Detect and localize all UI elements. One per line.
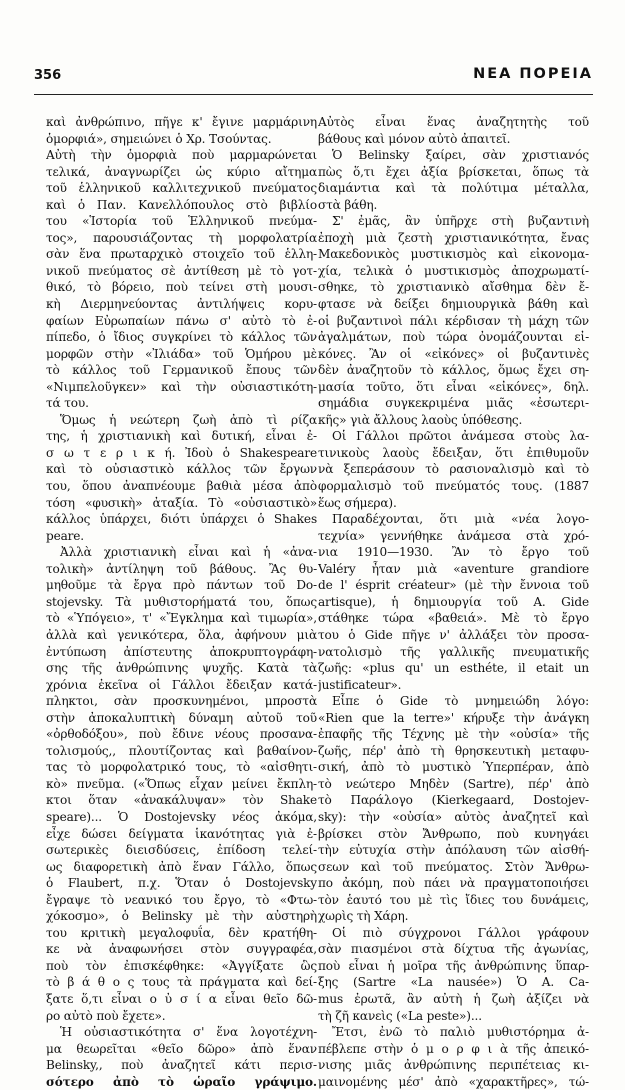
text-line: χωρὶς τὴ Χάρη. [318,909,409,924]
text-line: ως διαφορετικὴ ἀπὸ ἕναν Γάλλο, ὅπως [46,859,317,874]
text-line: του κριτικὴ μεγαλοφυΐα, δὲν κρατήθη- [46,925,317,940]
text-line: ρο αὐτὸ ποὺ ἔχετε». [46,1008,166,1023]
text-line: καὶ ἀνθρώπινο, πῆγε κ' ἔγινε μαρμάρινη [46,115,317,129]
text-line: μηθοῦμε τὰ ἔργα πρὸ πάντων τοῦ Do- [46,578,317,593]
text-line: τος», παρουσιάζοντας τὴ μορφολατρία [46,230,317,245]
text-line: τὴν εὐτυχία στὴν ἀπόλαυση τῶν αἰσθή- [318,843,589,858]
text-line: τινικοὺς λαοὺς ἔδειξαν, ὅτι ἐπιθυμοῦν [318,445,589,460]
text-line: οἱ βυζαντινοὶ πάλι κέρδισαν τὴ μάχη τῶν [318,313,589,328]
text-line: μασία τοῦτο, ὅτι εἶναι «εἰκόνες», δηλ. [318,379,589,394]
text-line: Αὐτὸς εἶναι ἕνας ἀναζητητὴς τοῦ [318,115,589,129]
text-line: του «Ἱστορία τοῦ Ἑλληνικοῦ πνεύμα- [46,214,317,229]
text-line: κὴ Διερμηνεύοντας ἀντιλήψεις κορυ- [46,297,317,312]
text-line: πὼς ὅ,τι ἔχει ἀξία βρίσκεται, ὅπως τὰ [318,164,589,179]
text-line: mus ἐρωτᾶ, ἂν αὐτὴ ἡ ζωὴ ἀξίζει νὰ [318,991,589,1006]
text-line: μαινομένης μέσ' ἀπὸ «χαρακτῆρες», τώ- [318,1074,589,1089]
text-line: πληκτοι, σὰν προσκυνημένοι, μπροστὰ [46,694,317,709]
text-line: νια 1910—1930. Ἂν τὸ ἔργο τοῦ [318,545,589,560]
text-line: Μακεδονικὸς μυστικισμὸς καὶ εἰκονομα- [318,247,589,262]
text-line: χρόνια ἐκεῖνα οἱ Γάλλοι ἔδειξαν κατά- [46,677,317,692]
text-line: Οἱ Γάλλοι πρῶτοι ἀνάμεσα στοὺς λα- [332,429,589,444]
text-line: πο ἀκόμη, ποὺ πάει νὰ πραγματοποιήσει [318,876,589,891]
text-line: πέβλεπε στὴν ὁ μ ο ρ φ ι ὰ τῆς ἀπεικό- [318,1041,589,1056]
text-line: stojevsky. Τὰ μυθιστορήματά του, ὅπως [46,594,317,609]
text-line: βάθους καὶ μόνον αὐτὸ ἀπαιτεῖ. [318,131,511,146]
text-line: καὶ ὁ Παν. Κανελλόπουλος στὸ βιβλίο [46,197,317,212]
text-line: στὰ βάθη. [318,197,378,212]
text-line: πίπεδο, ὁ ἴδιος συγκρίνει τὸ κάλλος τῶν [46,330,317,345]
right-column [318,114,589,1090]
text-line: Εἶπε ὁ Gide τὸ μνημειώδη λόγο: [332,694,589,709]
text-line: ἐποχὴ μιὰ ζεστὴ χριστιανικότητα, ἔνας [318,230,589,245]
text-line: νισης μιᾶς ἀνθρώπινης περιπέτειας κι- [318,1058,589,1073]
text-line: φορμαλισμὸ τοῦ πνεύματός τους. (1887 [318,479,589,494]
text-line: τὸ Παράλογο (Kierkegaard, Dostojev- [318,793,589,808]
text-line: δὲν ἀναζητοῦν τὸ κάλλος, ὅμως ἔχει ση- [318,363,589,378]
text-line: καὶ τὸ οὐσιαστικὸ κάλλος τῶν ἔργων [46,462,317,477]
text-line: τὸν ἑαυτό του μὲ τὶς ἴδιες του δυνάμεις, [318,892,589,907]
text-line: τόση «φυσικὴ» ἀταξία. Τὸ «οὐσιαστικὸ» [46,495,317,510]
text-line: σεων καὶ τοῦ πνεύματος. Στὸν Ἄνθρω- [318,859,589,874]
text-line: ὁ Flaubert, π.χ. Ὅταν ὁ Dostojevsky [46,876,317,891]
text-line: ζωῆς, πέρ' ἀπὸ τὴ θρησκευτικὴ μεταφυ- [318,743,589,758]
text-line: τολικὴ» ἀντίληψη τοῦ βάθους. Ἂς θυ- [46,561,317,576]
text-line: Ὅμως ἡ νεώτερη ζωὴ ἀπὸ τὶ ρίζα [60,412,317,427]
text-line: Σ' ἐμᾶς, ἂν ὑπῆρχε στὴ βυζαντινὴ [332,214,589,229]
text-line: τά του. [46,396,89,411]
text-line: βρίσκει στὸν Ἄνθρωπο, ποὺ κυνηγάει [318,826,589,841]
text-line: τας τὸ μορφολατρικό τους, τὸ «αἰσθητι- [46,760,317,775]
text-line: κὸ» πνεῦμα. («Ὅπως εἶχαν μείνει ἔκπλη- [46,776,317,791]
text-line: Ἡ οὐσιαστικότητα σ' ἕνα λογοτέχνη- [60,1025,317,1040]
text-line: justificateur». [318,677,402,692]
text-line: Παραδέχονται, ὅτι μιὰ «νέα λογο- [332,512,589,527]
text-line: ἀγαλμάτων, ποὺ τώρα ὀνομάζουνται εἰ- [318,330,589,345]
text-line: «ὀρθοδόξου», ποὺ ἔδινε νέους προσανα- [46,727,317,742]
text-line: Οἱ πιὸ σύγχρονοι Γάλλοι γράφουν [332,925,589,940]
text-line: της, ἡ χριστιανικὴ καὶ δυτική, εἶναι ἐ- [46,429,317,444]
text-line: κε νὰ ἀναφωνήσει στὸν συγγραφέα, [46,942,317,957]
text-line: νατολισμὸ τῆς γαλλικῆς πνευματικῆς [318,644,589,659]
text-line: ξατε ὅ,τι εἶναι ο ὐ σ ί α εἶναι θεῖο δῶ- [46,991,317,1006]
text-line: νικοῦ πνεύματος σὲ ἀντίθεση μὲ τὸ γοτ- [46,263,317,278]
text-line: ἔγραψε τὸ νεανικό του ἔργο, τὸ «Φτω- [46,892,317,907]
text-line: σωτερικὲς διεισδύσεις, ἐπίδοση τελεί- [46,843,317,858]
text-line: ὁμορφιά», σημειώνει ὁ Χρ. Τσούντας. [46,131,272,146]
text-line: σική, ἀπὸ τὸ μυστικὸ Ὑπερπέραν, ἀπὸ [318,760,589,775]
text-line: τὸ «Ὑπόγειο», τ' «Ἔγκλημα καὶ τιμωρία», [46,611,317,626]
running-header [34,58,593,95]
text-line: του, ὅπου ἀναπνέουμε βαθιὰ μέσα ἀπὸ [46,479,317,494]
text-line: εἶχε δώσει δείγματα ἱκανότητας γιὰ ἐ- [46,826,317,841]
text-line: διαμάντια καὶ τὰ πολύτιμα μέταλλα, [318,181,589,196]
text-line: σὰν πιασμένοι στὰ δίχτυα τῆς ἀγωνίας, [318,942,589,957]
text-line: τολισμούς,, πλουτίζοντας καὶ βαθαίνον- [46,743,317,758]
text-line: σθηκε, τὸ χριστιανικὸ αἴσθημα δὲν ἔ- [318,280,589,295]
text-line: σημάδια συγκεκριμένα μιᾶς «ἐσωτερι- [318,396,589,411]
text-line: Αὐτὴ τὴν ὁμορφιὰ ποὺ μαρμαρώνεται [46,148,317,163]
text-line: «Rien que la terre»' κήρυξε τὴν ἀνάγκη [318,710,589,725]
text-line: artisque), ἡ δημιουργία τοῦ A. Gide [318,594,589,609]
text-line: φτασε νὰ δείξει δημιουργικὰ βάθη καὶ [318,297,589,312]
text-line: τὸ νεώτερο Μηδὲν (Sartre), πέρ' ἀπὸ [318,776,589,791]
text-line: τεχνία» γεννήθηκε ἀνάμεσα στὰ χρό- [318,528,589,543]
text-line: κόνες. Ἂν οἱ «εἰκόνες» οἱ βυζαντινὲς [318,346,589,361]
text-line: sky): τὴν «οὐσία» αὐτὸς ἀναζητεῖ καὶ [318,809,589,824]
text-line: ζωῆς: «plus qu' un esthéte, il etait un [318,661,589,676]
text-line: στάθηκε τώρα «βαθειά». Μὲ τὸ ἔργο [318,611,589,626]
text-line: κάλλος ὑπάρχει, διότι ὑπάρχει ὁ Shakes [46,512,317,527]
text-line: de l' ésprit créateur» (μὲ τὴν ἔννοια τοῦ [318,578,589,593]
text-line: σης τῆς ἀνθρώπινης ψυχῆς. Κατὰ τὰ [46,661,317,676]
text-line: «Νιμπελοῦγκεν» καὶ τὴν οὐσιαστικότη- [46,379,317,394]
text-line: ποὺ τὸν ἐπισκέφθηκε: «Ἀγγίξατε ὣς [46,958,317,973]
text-line: ποὺ εἶναι ἡ μοῖρα τῆς ἀνθρώπινης ὕπαρ- [318,958,589,973]
text-line: Belinsky,, ποὺ ἀναζητεῖ κάτι περισ- [46,1058,317,1073]
text-line: νὰ ξεπεράσουν τὸ ρασιοναλισμὸ καὶ τὸ [318,462,589,477]
text-line: τοῦ ἑλληνικοῦ καλλιτεχνικοῦ πνεύματος [46,181,317,196]
text-line: κῆς» γιὰ ἄλλους λαοὺς ὑπόθεσης. [318,412,523,427]
text-line: peare. [46,528,84,543]
text-line: σ ω τ ε ρ ι κ ή. Ἰδοὺ ὁ Shakespeare [46,445,317,460]
text-line: χία, τελικὰ ὁ μυστικισμὸς ἀποχρωματί- [318,263,589,278]
journal-title: ΝΕΑ ΠΟΡΕΙΑ [473,66,593,82]
text-line: ξης (Sartre «La nausée») Ὁ A. Ca- [318,975,589,990]
text-line: Ἔτσι, ἐνῶ τὸ παλιὸ μυθιστόρημα ἀ- [332,1025,589,1040]
text-line: τὴ ζῆ κανεὶς («La peste»)... [318,1008,482,1023]
text-line: σὰν ἕνα πρωταρχικὸ στοιχεῖο τοῦ ἑλλη- [46,247,317,262]
left-column [46,114,317,1090]
text-line: μορφῶν στὴν «Ἰλιάδα» τοῦ Ὁμήρου μὲ [46,346,317,361]
text-line: τελικά, ἀναγνωρίζει ὡς κύριο αἴτημα [46,164,317,179]
text-line: ἕως σήμερα). [318,495,397,510]
text-line: speare)... Ὁ Dostojevsky νέος ἀκόμα, [46,809,317,824]
text-line: ἐπαφῆς τῆς Τέχνης μὲ τὴν «οὐσία» τῆς [318,727,589,742]
text-line: χόκοσμο», ὁ Belinsky μὲ τὴν αὐστηρὴ [46,909,317,924]
text-line: στὴν ἀποκαλυπτικὴ δύναμη αὐτοῦ τοῦ [46,710,317,725]
page-number: 356 [34,68,62,83]
text-line: Ὁ Belinsky ξαίρει, σὰν χριστιανός [332,148,589,163]
text-line: Valéry ἦταν μιὰ «aventure grandiore [318,561,589,576]
text-line: ἐντύπωση ἀπίστευτης ἀποκρυπτογράφη- [46,644,317,659]
text-line: φαίων Εὐρωπαίων πάνω σ' αὐτὸ τὸ ἐ- [46,313,317,328]
text-line: μα θεωρεῖται «θεῖο δῶρο» ἀπὸ ἕναν [46,1041,317,1056]
text-line: τὸ κάλλος τοῦ Γερμανικοῦ ἔπους τῶν [46,363,317,378]
text-line: τὸ β ά θ ο ς τους τὰ πράγματα καὶ δεί- [46,975,317,990]
text-line: θικό, τὸ βόρειο, ποὺ τείνει στὴ μουσι- [46,280,317,295]
text-line: σότερο ἀπὸ τὸ ὡραῖο γράψιμο. [46,1074,317,1089]
text-line: κτοι ὅταν «ἀνακάλυψαν» τὸν Shake [46,793,317,808]
text-line: του ὁ Gide πῆγε ν' ἀλλάξει τὸν προσα- [318,627,589,642]
text-line: Ἀλλὰ χριστιανικὴ εἶναι καὶ ἡ «ἀνα- [60,545,317,560]
text-line: ἀλλὰ καὶ γενικότερα, ὅλα, ἀφήνουν μιὰ [46,627,317,642]
